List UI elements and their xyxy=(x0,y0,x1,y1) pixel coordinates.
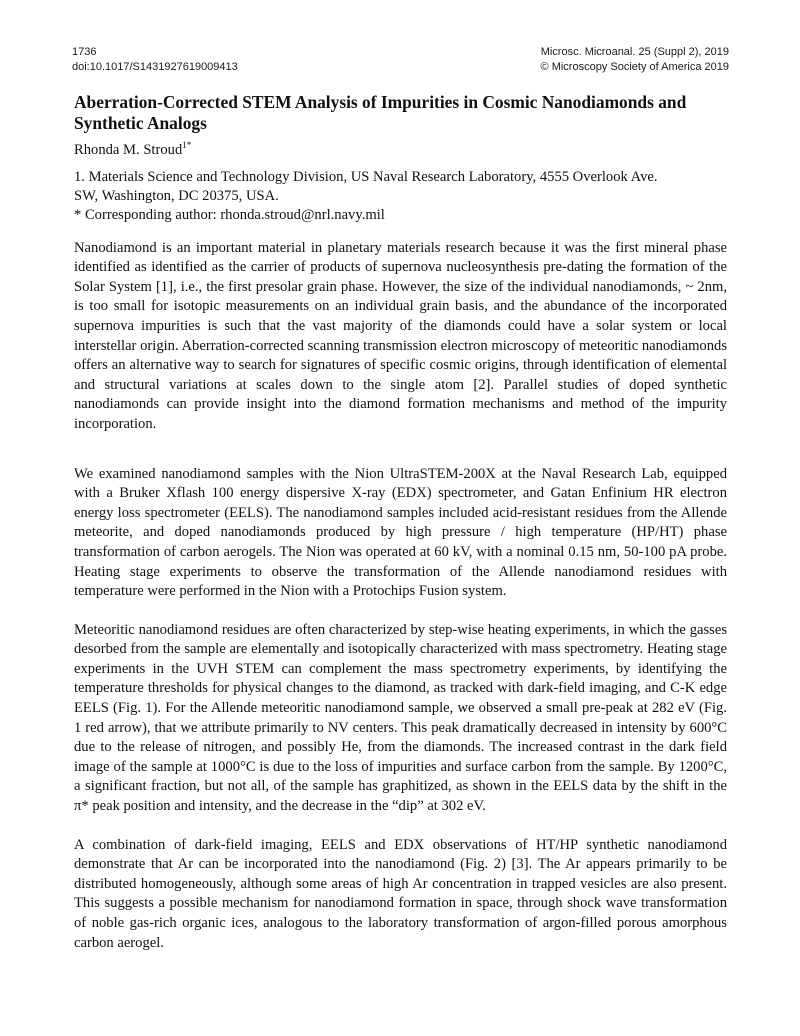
paragraph-spacer xyxy=(74,602,727,621)
page-number: 1736 xyxy=(72,46,97,58)
author-line xyxy=(74,141,727,160)
paragraph-introduction: Nanodiamond is an important material in planetary materials research because it was the first mineral phase identified as identified as the carrier of products of supernova nucleosynthesis pre-dating the formation of the Solar System [1], i.e., the first presolar grain phase. However, the size of the individual nanodiamonds, ~ 2nm, is too small for isotopic measurements on an individual grain basis, and the abundance of the incorporated supernova impurities is such that the vast majority of the diamonds could have a solar system or local interstellar origin. Aberration-corrected scanning transmission electron microscopy of meteoritic nanodiamonds offers an alternative way to search for signatures of specific cosmic origins, through identification of elemental and structural variations at scales down to the single atom [2]. Parallel studies of doped synthetic nanodiamonds can provide insight into the diamond formation mechanisms and method of the impurity incorporation. xyxy=(74,239,727,432)
affiliation-line-2: SW, Washington, DC 20375, USA. xyxy=(74,188,279,205)
running-header xyxy=(72,45,729,75)
corresponding-author[interactable]: * Corresponding author: rhonda.stroud@nrl.navy.mil xyxy=(74,207,385,224)
author-name: Rhonda M. Stroud xyxy=(74,142,183,158)
affiliation-line-1: 1. Materials Science and Technology Division, US Naval Research Laboratory, 4555 Overlook Ave. xyxy=(74,169,658,185)
journal-citation: Microsc. Microanal. 25 (Suppl 2), 2019 xyxy=(540,46,729,58)
paragraph-spacer xyxy=(74,435,727,465)
article-title: Aberration-Corrected STEM Analysis of Impurities in Cosmic Nanodiamonds and Synthetic Analogs xyxy=(74,92,687,133)
paragraph-spacer xyxy=(74,817,727,836)
article-body xyxy=(74,92,727,953)
doi-link[interactable]: doi:10.1017/S1431927619009413 xyxy=(72,61,238,73)
paragraph-methods: We examined nanodiamond samples with the Nion UltraSTEM-200X at the Naval Research Lab, equipped with a Bruker Xflash 100 energy dispersive X-ray (EDX) spectrometer, and Gatan Enfinium HR electron energy loss spectrometer (EELS). The nanodiamond samples included acid-resistant residues from the Allende meteorite, and doped nanodiamonds produced by high pressure / high temperature (HP/HT) phase transformation of carbon aerogels. The Nion was operated at 60 kV, with a nominal 0.15 nm, 50-100 pA probe. Heating stage experiments to observe the transformation of the Allende nanodiamond residues with temperature were performed in the Nion with a Protochips Fusion system. xyxy=(74,465,727,600)
paragraph-heating-results: Meteoritic nanodiamond residues are often characterized by step-wise heating experiments, in which the gasses desorbed from the sample are elementally and isotopically characterized with mass spectrometry. Heating stage experiments in the UVH STEM can complement the mass spectrometry experiments, by identifying the temperature thresholds for physical changes to the diamond, as tracked with dark-field imaging, and C-K edge EELS (Fig. 1). For the Allende meteoritic nanodiamond sample, we observed a small pre-peak at 282 eV (Fig. 1 red arrow), that we attribute primarily to NV centers. This peak dramatically decreased in intensity by 600°C due to the release of nitrogen, and possibly He, from the diamonds. The increased contrast in the dark field image of the sample at 1000°C is due to the loss of impurities and surface carbon from the sample. By 1200°C, a significant fraction, but not all, of the sample has graphitized, as shown in the EELS data by the shift in the π* peak position and intensity, and the decrease in the “dip” at 302 eV. xyxy=(74,621,727,815)
affiliation-block xyxy=(74,168,727,226)
paragraph-synthetic-results: A combination of dark-field imaging, EELS and EDX observations of HT/HP synthetic nanodiamond demonstrate that Ar can be incorporated into the nanodiamond (Fig. 2) [3]. The Ar appears primarily to be distributed homogeneously, although some areas of high Ar concentration in trapped vesicles are also present. This suggests a possible mechanism for nanodiamond formation in space, through shock wave transformation of noble gas-rich organic ices, analogous to the laboratory transformation of argon-filled porous amorphous carbon aerogel. xyxy=(74,836,727,951)
copyright-notice: © Microscopy Society of America 2019 xyxy=(540,61,729,73)
header-left xyxy=(72,45,238,75)
author-affiliation-marker: 1* xyxy=(182,140,192,151)
header-right xyxy=(541,45,729,75)
